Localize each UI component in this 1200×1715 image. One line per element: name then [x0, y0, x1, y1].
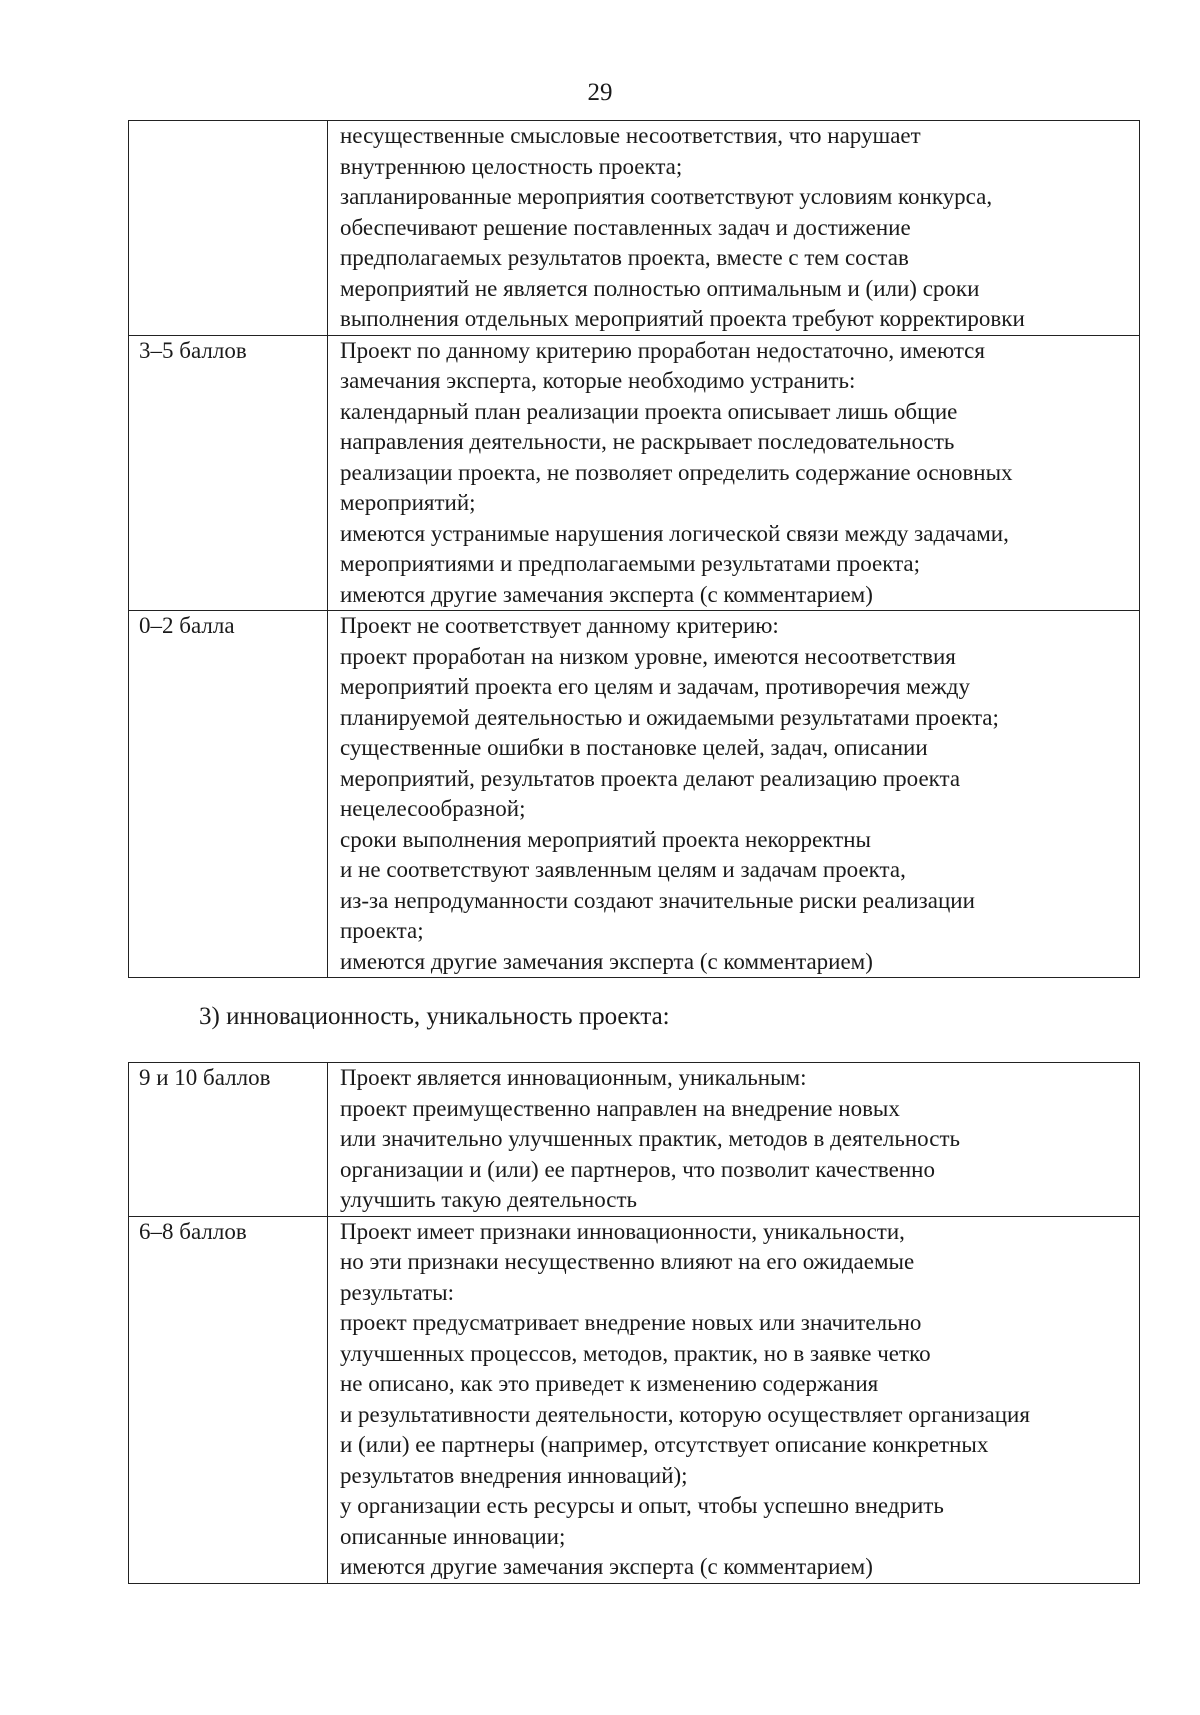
- page-number: 29: [587, 79, 613, 106]
- score-cell: 3–5 баллов: [129, 335, 328, 611]
- description-line: Проект является инновационным, уникальным:: [340, 1065, 807, 1090]
- description-line: нецелесообразной;: [340, 796, 526, 821]
- description-line: и результативности деятельности, которую осуществляет организация: [340, 1401, 1030, 1427]
- score-cell: 9 и 10 баллов: [129, 1063, 328, 1217]
- description-line: Проект имеет признаки инновационности, уникальности,: [340, 1218, 905, 1244]
- description-line: и (или) ее партнеры (например, отсутствует описание конкретных: [340, 1432, 989, 1457]
- description-line: но эти признаки несущественно влияют на его ожидаемые: [340, 1249, 915, 1274]
- description-line: планируемой деятельностью и ожидаемыми результатами проекта;: [340, 704, 999, 730]
- description-line: существенные ошибки в постановке целей, задач, описании: [340, 735, 928, 760]
- description-line: проекта;: [340, 918, 424, 943]
- score-cell: [129, 121, 328, 336]
- description-line: результаты:: [340, 1279, 455, 1305]
- description-line: мероприятий;: [340, 490, 476, 515]
- description-line: внутреннюю целостность проекта;: [340, 153, 683, 179]
- description-line: имеются устранимые нарушения логической связи между задачами,: [340, 520, 1009, 546]
- description-line: описанные инновации;: [340, 1523, 566, 1549]
- description-line: не описано, как это приведет к изменению содержания: [340, 1371, 879, 1396]
- description-line: мероприятий проекта его целям и задачам, противоречия между: [340, 674, 970, 699]
- description-line: направления деятельности, не раскрывает последовательность: [340, 429, 955, 454]
- score-row: [129, 611, 1140, 978]
- description-cell: [328, 611, 1140, 978]
- description-line: Проект по данному критерию проработан недостаточно, имеются: [340, 337, 985, 363]
- score-row: [129, 335, 1140, 611]
- score-row: [129, 121, 1140, 336]
- score-row: [129, 1216, 1140, 1583]
- criteria-table-innovation: [128, 1062, 1140, 1584]
- description-line: предполагаемых результатов проекта, вместе с тем состав: [340, 245, 909, 270]
- description-line: имеются другие замечания эксперта (с комментарием): [340, 1554, 873, 1579]
- description-line: проект предусматривает внедрение новых или значительно: [340, 1310, 922, 1335]
- description-line: сроки выполнения мероприятий проекта некорректны: [340, 826, 871, 852]
- description-line: имеются другие замечания эксперта (с комментарием): [340, 581, 873, 607]
- description-line: у организации есть ресурсы и опыт, чтобы успешно внедрить: [340, 1493, 944, 1518]
- score-row: [129, 1063, 1140, 1217]
- description-line: улучшенных процессов, методов, практик, но в заявке четко: [340, 1340, 931, 1366]
- description-line: выполнения отдельных мероприятий проекта требуют корректировки: [340, 306, 1025, 331]
- score-cell: 0–2 балла: [129, 611, 328, 978]
- description-line: Проект не соответствует данному критерию:: [340, 613, 779, 638]
- description-line: улучшить такую деятельность: [340, 1187, 638, 1212]
- description-line: проект преимущественно направлен на внедрение новых: [340, 1095, 900, 1121]
- description-line: замечания эксперта, которые необходимо устранить:: [340, 368, 856, 393]
- description-line: или значительно улучшенных практик, методов в деятельность: [340, 1126, 961, 1151]
- description-line: проект проработан на низком уровне, имеются несоответствия: [340, 643, 956, 669]
- description-line: обеспечивают решение поставленных задач и достижение: [340, 214, 911, 240]
- description-line: организации и (или) ее партнеров, что позволит качественно: [340, 1156, 935, 1182]
- description-cell: [328, 335, 1140, 611]
- description-cell: [328, 1216, 1140, 1583]
- description-line: мероприятий не является полностью оптимальным и (или) сроки: [340, 275, 980, 301]
- description-line: результатов внедрения инноваций);: [340, 1462, 688, 1488]
- description-cell: [328, 121, 1140, 336]
- description-line: реализации проекта, не позволяет определить содержание основных: [340, 459, 1013, 485]
- description-line: и не соответствуют заявленным целям и задачам проекта,: [340, 857, 906, 882]
- description-line: из-за непродуманности создают значительные риски реализации: [340, 887, 975, 913]
- description-line: несущественные смысловые несоответствия, что нарушает: [340, 123, 921, 148]
- description-line: календарный план реализации проекта описывает лишь общие: [340, 398, 958, 424]
- description-line: запланированные мероприятия соответствуют условиям конкурса,: [340, 184, 993, 209]
- section-heading: 3) инновационность, уникальность проекта:: [199, 1003, 670, 1030]
- description-cell: [328, 1063, 1140, 1217]
- description-line: мероприятиями и предполагаемыми результатами проекта;: [340, 551, 921, 576]
- criteria-table-continued: [128, 120, 1140, 978]
- description-line: имеются другие замечания эксперта (с комментарием): [340, 948, 873, 974]
- description-line: мероприятий, результатов проекта делают реализацию проекта: [340, 765, 961, 791]
- score-cell: 6–8 баллов: [129, 1216, 328, 1583]
